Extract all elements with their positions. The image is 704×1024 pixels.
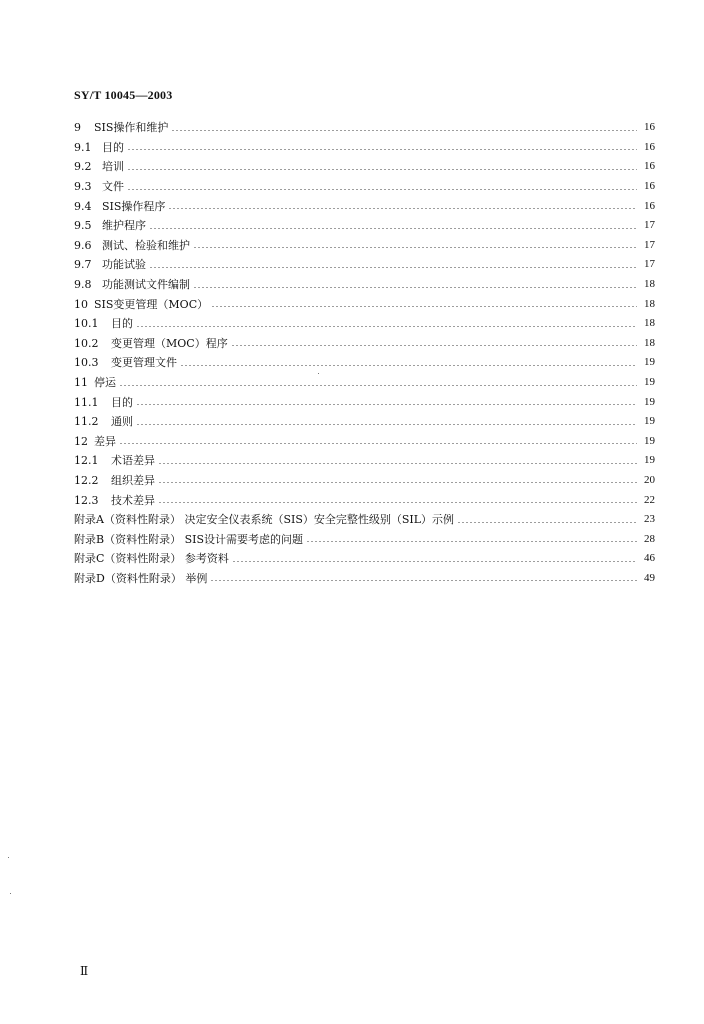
toc-entry-page: 49: [644, 571, 655, 584]
page-folio: Ⅱ: [80, 964, 89, 978]
toc-entry-title: SIS操作和维护: [94, 121, 169, 135]
toc-entry-title: 功能测试文件编制: [102, 278, 190, 292]
toc-entry-title: 目的: [111, 395, 133, 409]
toc-entry: [74, 196, 655, 216]
dot-leader: [180, 365, 637, 366]
dot-leader: [168, 208, 637, 209]
toc-entry-title: 差异: [94, 434, 116, 448]
toc-entry: [74, 432, 655, 452]
dot-leader: [119, 443, 637, 444]
toc-entry: [74, 118, 655, 138]
toc-entry-page: 18: [644, 297, 655, 310]
toc-entry-number: 9.3: [74, 180, 92, 194]
toc-entry: [74, 177, 655, 197]
toc-entry: [74, 510, 655, 530]
toc-entry-number: 11.1: [74, 395, 99, 409]
toc-entry-page: 23: [644, 513, 655, 526]
toc-entry-title: 附录D（资料性附录） 举例: [74, 571, 208, 585]
toc-entry-page: 19: [644, 454, 655, 467]
toc-entry-number: 10: [74, 297, 88, 311]
toc-entry-page: 28: [644, 532, 655, 545]
toc-entry: [74, 471, 655, 491]
toc-entry: [74, 412, 655, 432]
toc-entry-number: 10.3: [74, 356, 99, 370]
toc-entry-page: 20: [644, 473, 655, 486]
toc-entry-number: 11: [74, 376, 88, 390]
toc-entry-title: 文件: [102, 180, 124, 194]
toc-entry-title: 技术差异: [111, 493, 155, 507]
toc-entry-number: 11.2: [74, 415, 99, 429]
toc-entry-title: 附录C（资料性附录） 参考资料: [74, 552, 229, 566]
toc-entry-page: 19: [644, 356, 655, 369]
toc-entry-page: 16: [644, 160, 655, 173]
toc-entry-page: 17: [644, 238, 655, 251]
toc-entry: [74, 275, 655, 295]
toc-entry-page: 17: [644, 258, 655, 271]
toc-entry-title: 维护程序: [102, 219, 146, 233]
scan-speck: [10, 893, 11, 894]
toc-entry-number: 12.1: [74, 454, 99, 468]
toc-entry: [74, 451, 655, 471]
dot-leader: [127, 189, 637, 190]
dot-leader: [232, 561, 637, 562]
toc-entry-title: 培训: [102, 160, 124, 174]
toc-entry: [74, 569, 655, 589]
toc-entry-page: 19: [644, 376, 655, 389]
toc-entry: [74, 314, 655, 334]
dot-leader: [193, 287, 637, 288]
toc-entry-number: 10.1: [74, 317, 99, 331]
dot-leader: [158, 463, 637, 464]
toc-entry-title: 附录B（资料性附录） SIS设计需要考虑的问题: [74, 532, 303, 546]
toc-entry-number: 9.6: [74, 238, 92, 252]
toc-entry: [74, 216, 655, 236]
toc-entry-page: 17: [644, 219, 655, 232]
toc-entry-page: 16: [644, 121, 655, 134]
toc-entry-title: 测试、检验和维护: [102, 238, 190, 252]
toc-entry-page: 19: [644, 395, 655, 408]
toc-entry-number: 9.2: [74, 160, 92, 174]
toc-entry: [74, 490, 655, 510]
toc-entry-title: 功能试验: [102, 258, 146, 272]
toc-entry: [74, 294, 655, 314]
toc-entry: [74, 392, 655, 412]
toc-entry-number: 9.4: [74, 199, 92, 213]
dot-leader: [158, 502, 637, 503]
toc-entry-title: 组织差异: [111, 473, 155, 487]
toc-entry: [74, 529, 655, 549]
toc-entry: [74, 157, 655, 177]
toc-entry: [74, 255, 655, 275]
toc-entry-title: 通则: [111, 415, 133, 429]
toc-entry-page: 18: [644, 278, 655, 291]
dot-leader: [136, 326, 637, 327]
dot-leader: [306, 541, 637, 542]
toc-entry-number: 9.1: [74, 140, 92, 154]
scan-speck: [318, 373, 319, 374]
toc-entry-page: 18: [644, 317, 655, 330]
toc-entry-page: 22: [644, 493, 655, 506]
dot-leader: [136, 424, 637, 425]
toc-entry-title: SIS变更管理（MOC）: [94, 297, 209, 311]
dot-leader: [457, 522, 637, 523]
toc-entry: [74, 549, 655, 569]
toc-entry: [74, 353, 655, 373]
dot-leader: [231, 345, 637, 346]
toc-entry-title: 术语差异: [111, 454, 155, 468]
toc-entry-title: 目的: [111, 317, 133, 331]
dot-leader: [149, 228, 637, 229]
toc-entry-page: 18: [644, 336, 655, 349]
dot-leader: [158, 482, 637, 483]
scan-speck: [8, 857, 9, 858]
toc-entry: [74, 334, 655, 354]
toc-entry-title: 停运: [94, 376, 116, 390]
toc-entry-number: 12: [74, 434, 88, 448]
toc-entry-page: 16: [644, 180, 655, 193]
toc-entry-page: 46: [644, 552, 655, 565]
dot-leader: [127, 169, 637, 170]
dot-leader: [211, 306, 637, 307]
dot-leader: [193, 247, 637, 248]
toc-entry-title: 变更管理文件: [111, 356, 177, 370]
toc-entry-number: 12.3: [74, 493, 99, 507]
toc-entry-number: 9.5: [74, 219, 92, 233]
toc-entry: [74, 373, 655, 393]
toc-entry-title: 变更管理（MOC）程序: [111, 336, 228, 350]
toc-entry-number: 9.8: [74, 278, 92, 292]
toc-entry: [74, 138, 655, 158]
dot-leader: [119, 385, 637, 386]
dot-leader: [136, 404, 637, 405]
toc-entry-title: 目的: [102, 140, 124, 154]
toc-entry-page: 16: [644, 199, 655, 212]
toc-entry-page: 16: [644, 140, 655, 153]
toc-entry-number: 9.7: [74, 258, 92, 272]
toc-entry-number: 10.2: [74, 336, 99, 350]
dot-leader: [127, 149, 637, 150]
table-of-contents: [74, 118, 655, 588]
toc-entry-page: 19: [644, 434, 655, 447]
toc-entry-title: SIS操作程序: [102, 199, 166, 213]
toc-entry-page: 19: [644, 415, 655, 428]
toc-entry: [74, 236, 655, 256]
toc-entry-number: 9: [74, 121, 81, 135]
document-code: SY/T 10045—2003: [74, 88, 173, 102]
toc-entry-number: 12.2: [74, 473, 99, 487]
dot-leader: [171, 130, 637, 131]
toc-entry-title: 附录A（资料性附录） 决定安全仪表系统（SIS）安全完整性级别（SIL）示例: [74, 513, 455, 527]
dot-leader: [210, 580, 637, 581]
dot-leader: [149, 267, 637, 268]
